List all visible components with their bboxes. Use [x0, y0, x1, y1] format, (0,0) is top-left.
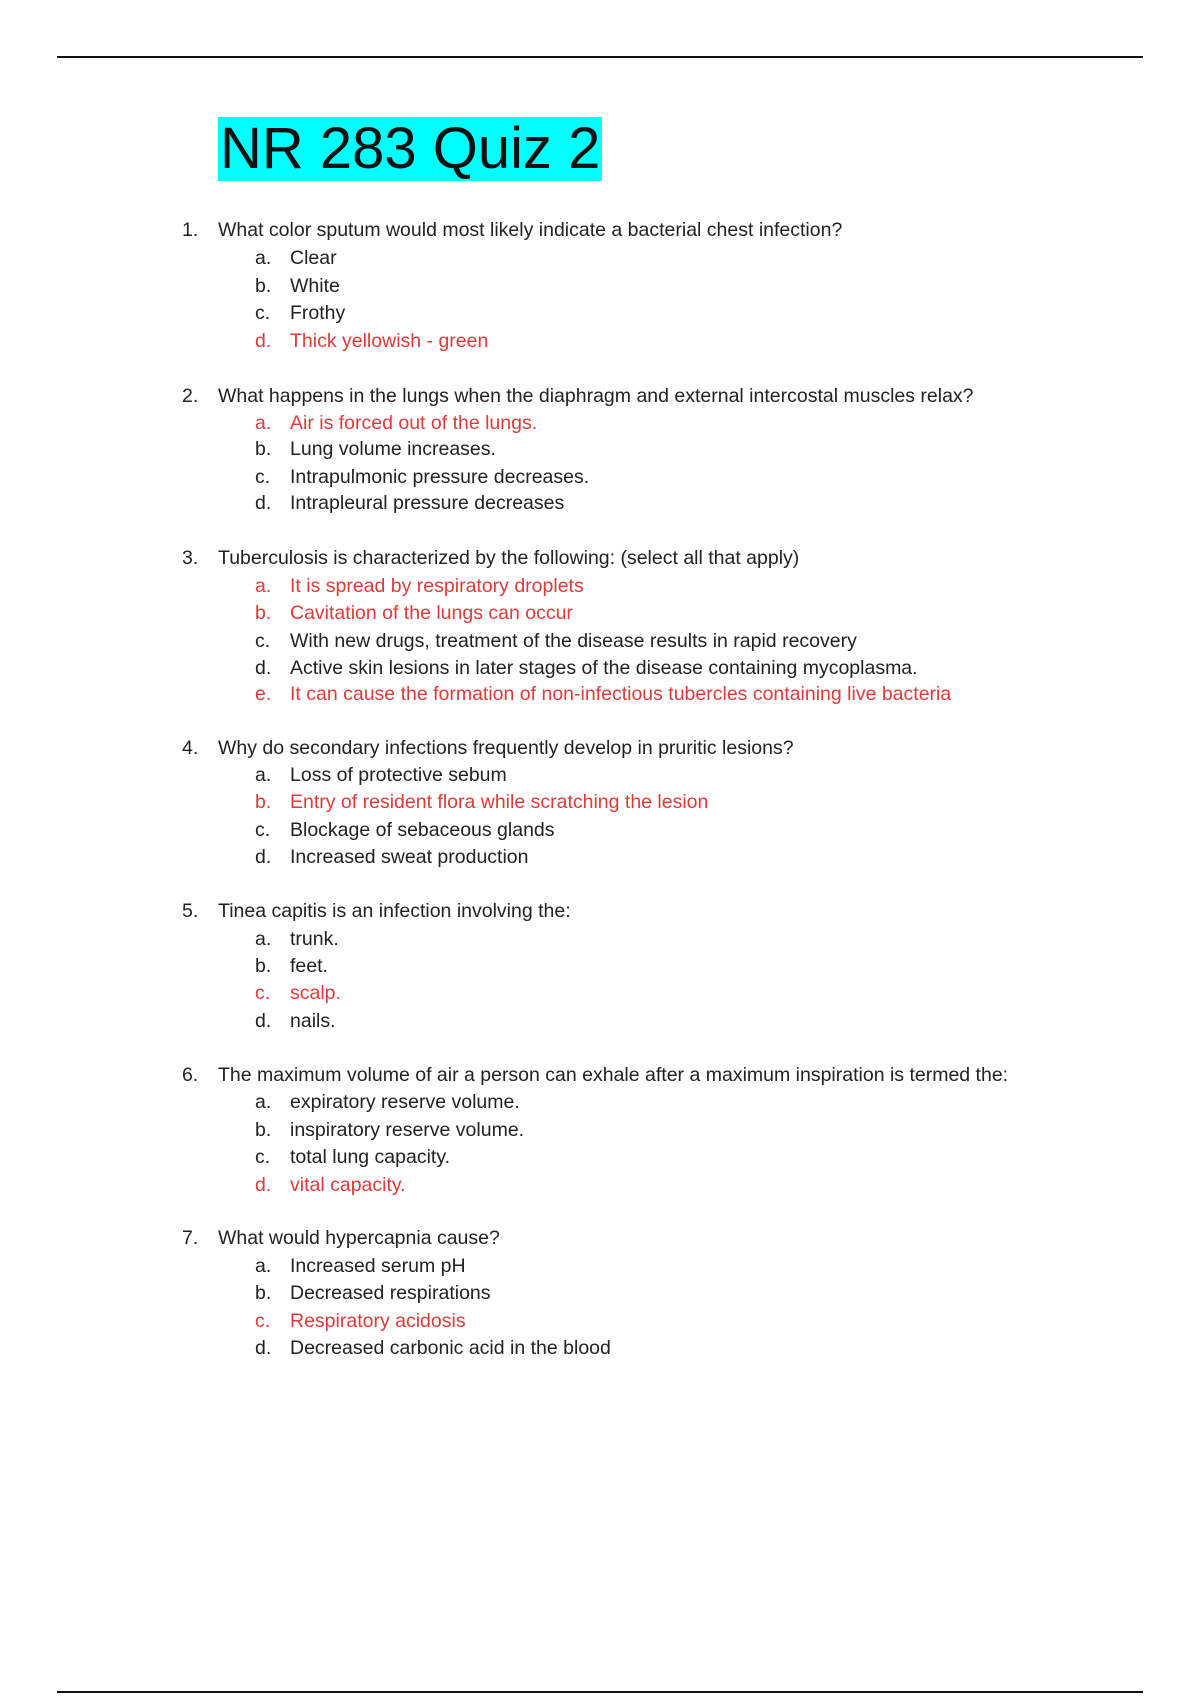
correct-answer-option: It is spread by respiratory droplets — [290, 575, 584, 597]
option-letter: e. — [255, 683, 272, 705]
answer-option: Intrapleural pressure decreases — [290, 492, 565, 514]
answer-option: Active skin lesions in later stages of the disease containing mycoplasma. — [290, 657, 918, 679]
option-letter: b. — [255, 955, 272, 977]
question-text: Tuberculosis is characterized by the following: (select all that apply) — [218, 547, 800, 569]
question-number: 6. — [182, 1064, 199, 1086]
option-letter: d. — [255, 1337, 272, 1359]
correct-answer-option: Cavitation of the lungs can occur — [290, 602, 573, 624]
correct-answer-option: Entry of resident flora while scratching the lesion — [290, 791, 709, 813]
answer-option: Decreased respirations — [290, 1282, 491, 1304]
answer-option: Decreased carbonic acid in the blood — [290, 1337, 611, 1359]
option-letter: c. — [255, 302, 271, 324]
answer-option: total lung capacity. — [290, 1146, 451, 1168]
option-letter: d. — [255, 846, 272, 868]
option-letter: c. — [255, 819, 271, 841]
option-letter: c. — [255, 630, 271, 652]
question-text: What happens in the lungs when the diaphragm and external intercostal muscles relax? — [218, 385, 974, 407]
correct-answer-option: It can cause the formation of non-infectious tubercles containing live bacteria — [290, 683, 952, 705]
option-letter: a. — [255, 1255, 272, 1277]
option-letter: b. — [255, 1282, 272, 1304]
answer-option: feet. — [290, 955, 328, 977]
option-letter: d. — [255, 657, 272, 679]
answer-option: White — [290, 275, 340, 297]
top-rule — [57, 56, 1143, 58]
option-letter: b. — [255, 1119, 272, 1141]
answer-option: Frothy — [290, 302, 346, 324]
answer-option: Increased sweat production — [290, 846, 529, 868]
question-number: 4. — [182, 737, 199, 759]
option-letter: a. — [255, 247, 272, 269]
option-letter: d. — [255, 1010, 272, 1032]
answer-option: Intrapulmonic pressure decreases. — [290, 466, 590, 488]
question-text: What color sputum would most likely indicate a bacterial chest infection? — [218, 219, 843, 241]
correct-answer-option: Respiratory acidosis — [290, 1310, 466, 1332]
answer-option: Increased serum pH — [290, 1255, 466, 1277]
answer-option: Clear — [290, 247, 337, 269]
question-number: 1. — [182, 219, 199, 241]
title-block — [218, 117, 602, 181]
answer-option: nails. — [290, 1010, 336, 1032]
correct-answer-option: scalp. — [290, 982, 341, 1004]
question-text: Why do secondary infections frequently develop in pruritic lesions? — [218, 737, 794, 759]
option-letter: c. — [255, 466, 271, 488]
correct-answer-option: Thick yellowish - green — [290, 330, 489, 352]
correct-answer-option: vital capacity. — [290, 1174, 406, 1196]
answer-option: Lung volume increases. — [290, 438, 496, 460]
question-number: 5. — [182, 900, 199, 922]
option-letter: a. — [255, 764, 272, 786]
option-letter: c. — [255, 1146, 271, 1168]
question-text: Tinea capitis is an infection involving the: — [218, 900, 571, 922]
option-letter: d. — [255, 492, 272, 514]
question-number: 2. — [182, 385, 199, 407]
page-title: NR 283 Quiz 2 — [220, 116, 601, 181]
bottom-rule — [57, 1691, 1143, 1693]
question-text: The maximum volume of air a person can exhale after a maximum inspiration is termed the: — [218, 1064, 1009, 1086]
option-letter: c. — [255, 982, 271, 1004]
question-text: What would hypercapnia cause? — [218, 1227, 500, 1249]
option-letter: d. — [255, 330, 272, 352]
answer-option: trunk. — [290, 928, 339, 950]
option-letter: a. — [255, 1091, 272, 1113]
answer-option: expiratory reserve volume. — [290, 1091, 520, 1113]
answer-option: inspiratory reserve volume. — [290, 1119, 525, 1141]
question-number: 7. — [182, 1227, 199, 1249]
option-letter: d. — [255, 1174, 272, 1196]
answer-option: Blockage of sebaceous glands — [290, 819, 555, 841]
answer-option: With new drugs, treatment of the disease results in rapid recovery — [290, 630, 857, 652]
option-letter: b. — [255, 602, 272, 624]
question-number: 3. — [182, 547, 199, 569]
correct-answer-option: Air is forced out of the lungs. — [290, 412, 538, 434]
option-letter: b. — [255, 275, 272, 297]
answer-option: Loss of protective sebum — [290, 764, 507, 786]
option-letter: a. — [255, 412, 272, 434]
option-letter: c. — [255, 1310, 271, 1332]
option-letter: b. — [255, 791, 272, 813]
option-letter: b. — [255, 438, 272, 460]
option-letter: a. — [255, 575, 272, 597]
option-letter: a. — [255, 928, 272, 950]
